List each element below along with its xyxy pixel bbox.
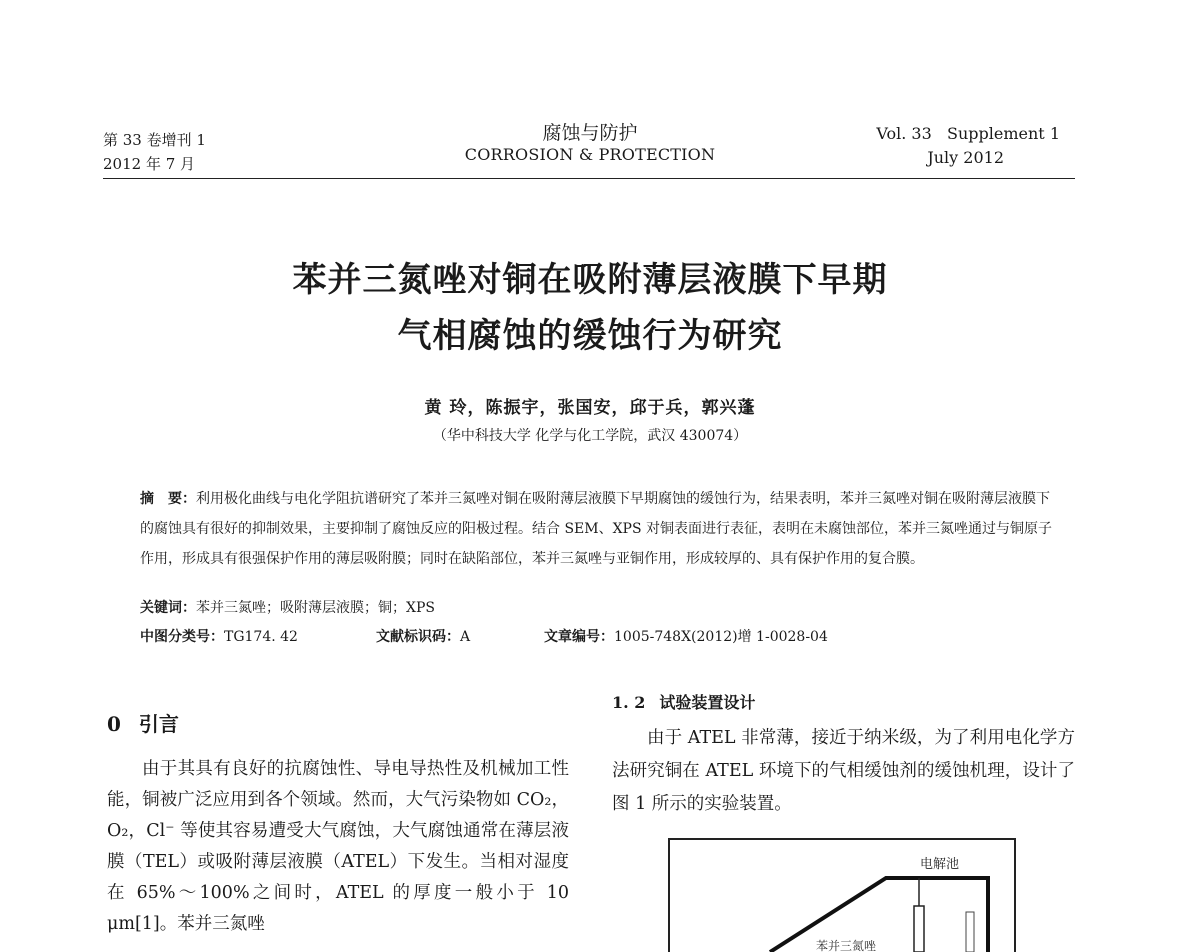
abstract [140, 484, 1060, 574]
section-0-number: 0 [107, 712, 121, 736]
keywords [140, 594, 1060, 623]
title-line-1: 苯并三氮唑对铜在吸附薄层液膜下早期 [292, 260, 888, 300]
clc-label: 中图分类号： [140, 629, 224, 645]
article-no-label: 文章编号： [544, 629, 614, 645]
classification-row [140, 623, 1060, 652]
header-center [455, 122, 725, 166]
header-left [103, 128, 206, 176]
date-cn: 2012 年 7 月 [103, 155, 196, 173]
date-en: July 2012 [927, 148, 1004, 167]
label-bta: 苯并三氮唑 [816, 939, 877, 952]
article-no-value: 1005-748X(2012)增 1-0028-04 [614, 629, 828, 645]
electrolytic-cell-outline [770, 878, 988, 952]
volume-en: Vol. 33 Supplement 1 [876, 124, 1060, 143]
title-line-2: 气相腐蚀的缓蚀行为研究 [397, 316, 783, 356]
section-1-2-body [612, 722, 1075, 821]
doc-code-value: A [460, 629, 471, 645]
abstract-text: 利用极化曲线与电化学阻抗谱研究了苯并三氮唑对铜在吸附薄层液膜下早期腐蚀的缓蚀行为，结果表明，苯并三氮唑对铜在吸附薄层液膜下的腐蚀具有很好的抑制效果，主要抑制了腐蚀反应的阳极过程。结合 SEM、XPS 对铜表面进行表征，表明在未腐蚀部位，苯并三氮唑通过与铜原子作用，形成具有很强保护作用的薄层吸附膜；同时在缺陷部位，苯并三氮唑与亚铜作用，形成较厚的、具有保护作用的复合膜。 [140, 491, 1053, 567]
section-1-2-title: 试验装置设计 [659, 693, 756, 712]
section-1-2-number: 1. 2 [612, 693, 646, 712]
affiliation: （华中科技大学 化学与化工学院，武汉 430074） [432, 428, 748, 444]
keywords-text: 苯并三氮唑；吸附薄层液膜；铜；XPS [196, 600, 435, 616]
abstract-label: 摘 要： [140, 491, 196, 507]
section-0-paragraph: 由于其具有良好的抗腐蚀性、导电导热性及机械加工性能，铜被广泛应用到各个领域。然而，大气污染物如 CO₂，O₂，Cl⁻ 等使其容易遭受大气腐蚀，大气腐蚀通常在薄层液膜（TEL）或吸附薄层液膜（ATEL）下发生。当相对湿度在 65%～100%之间时，ATEL 的厚度一般小于 10 μm[1]。苯并三氮唑 [107, 759, 569, 934]
reference-tube [966, 912, 974, 952]
clc-value: TG174. 42 [224, 629, 298, 645]
doc-code-label: 文献标识码： [376, 629, 460, 645]
section-0-heading [107, 708, 179, 737]
label-electrolytic-cell: 电解池 [920, 857, 960, 872]
meta-block [140, 594, 1060, 652]
section-1-2-paragraph: 由于 ATEL 非常薄，接近于纳米级，为了利用电化学方法研究铜在 ATEL 环境下的气相缓蚀剂的缓蚀机理，设计了图 1 所示的实验装置。 [612, 728, 1075, 814]
electrode [914, 906, 924, 952]
journal-title-cn: 腐蚀与防护 [542, 122, 638, 144]
section-1-2-heading [612, 690, 755, 713]
authors: 黄 玲，陈振宇，张国安，邱于兵，郭兴蓬 [424, 398, 756, 418]
figure-outer-frame [669, 839, 1015, 952]
paper-title [150, 252, 1030, 364]
header-right [860, 122, 1060, 170]
journal-title-en: CORROSION & PROTECTION [464, 145, 716, 164]
volume-cn: 第 33 卷增刊 1 [103, 131, 206, 149]
figure-1-apparatus [668, 838, 1018, 952]
keywords-label: 关键词： [140, 600, 196, 616]
section-0-body [107, 754, 569, 940]
header-rule [103, 178, 1075, 179]
section-0-title: 引言 [138, 712, 179, 736]
